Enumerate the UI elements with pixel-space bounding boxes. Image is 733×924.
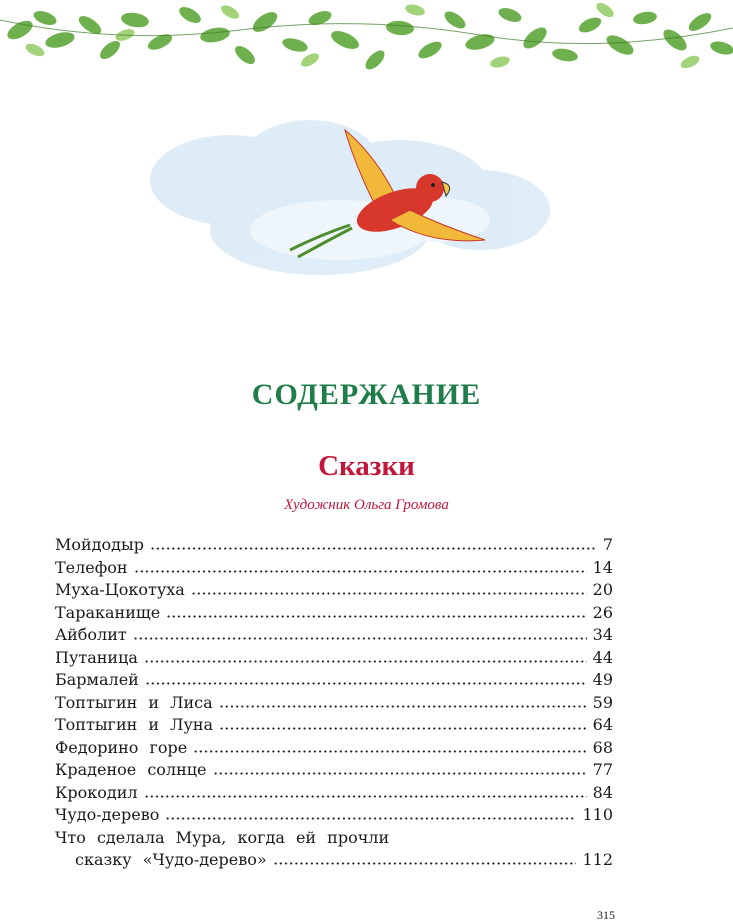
- toc-entry-page: 112: [582, 850, 613, 869]
- toc-leader-dots: [213, 772, 587, 775]
- toc-entry-page: 77: [592, 760, 613, 779]
- toc-entry-multiline-first[interactable]: [55, 827, 613, 850]
- toc-leader-dots: [150, 547, 597, 550]
- toc-entry-title: Крокодил: [55, 782, 138, 802]
- parrot-illustration: [140, 110, 560, 320]
- contents-heading: СОДЕРЖАНИЕ: [251, 378, 482, 411]
- toc-entry-title-continued: сказку «Чудо-дерево»: [75, 850, 267, 869]
- toc-entry[interactable]: [55, 669, 613, 692]
- toc-entry[interactable]: [55, 557, 613, 580]
- toc-entry[interactable]: [55, 759, 613, 782]
- toc-leader-dots: [145, 682, 587, 685]
- toc-entry-page: 84: [592, 782, 613, 802]
- toc-entry[interactable]: [55, 804, 613, 827]
- toc-entry[interactable]: [55, 714, 613, 737]
- toc-entry[interactable]: [55, 579, 613, 602]
- section-title: Сказки: [318, 450, 415, 482]
- toc-leader-dots: [191, 592, 587, 595]
- page-number: 315: [597, 908, 615, 922]
- toc-entry-multiline-second[interactable]: [55, 849, 613, 872]
- toc-entry-title: Путаница: [55, 647, 138, 667]
- toc-leader-dots: [165, 817, 576, 820]
- toc-entry-page: 64: [592, 715, 613, 734]
- toc-entry[interactable]: [55, 737, 613, 760]
- toc-entry-title: Муха-Цокотуха: [55, 580, 185, 599]
- toc-entry-title: Федорино горе: [55, 737, 188, 757]
- toc-entry-title: Топтыгин и Лиса: [55, 692, 213, 712]
- toc-entry-title: Телефон: [55, 557, 128, 577]
- toc-leader-dots: [273, 862, 577, 865]
- toc-entry-page: 14: [592, 557, 613, 577]
- toc-leader-dots: [144, 660, 587, 663]
- toc-leader-dots: [134, 570, 587, 573]
- toc-leader-dots: [219, 727, 587, 730]
- toc-leader-dots: [219, 705, 587, 708]
- toc-entry-page: 26: [592, 602, 613, 622]
- toc-entry-page: 68: [592, 737, 613, 757]
- toc-leader-dots: [193, 750, 586, 753]
- toc-entry-page: 34: [592, 625, 613, 644]
- toc-entry[interactable]: [55, 782, 613, 805]
- toc-entry[interactable]: [55, 602, 613, 625]
- toc-entry-title: Топтыгин и Луна: [55, 715, 214, 734]
- toc-entry-title: Что сделала Мура, когда ей прочли: [55, 827, 390, 847]
- illustrator-credit: Художник Ольга Громова: [284, 497, 449, 513]
- toc-entry-title: Бармалей: [55, 670, 139, 689]
- toc-entry-page: 44: [592, 647, 613, 667]
- table-of-contents: [55, 534, 613, 872]
- toc-leader-dots: [133, 637, 587, 640]
- toc-entry-title: Мойдодыр: [55, 535, 144, 554]
- toc-entry[interactable]: [55, 534, 613, 557]
- toc-entry-page: 20: [592, 580, 613, 599]
- toc-entry-title: Краденое солнце: [55, 760, 207, 779]
- toc-entry-title: Тараканище: [55, 602, 161, 622]
- toc-entry[interactable]: [55, 692, 613, 715]
- toc-entry-page: 59: [592, 692, 613, 712]
- toc-entry[interactable]: [55, 647, 613, 670]
- toc-leader-dots: [166, 615, 586, 618]
- toc-entry[interactable]: [55, 624, 613, 647]
- toc-entry-title: Чудо-дерево: [55, 805, 160, 824]
- toc-entry-page: 7: [602, 535, 613, 554]
- foliage-border: [0, 0, 733, 90]
- toc-entry-title: Айболит: [55, 625, 127, 644]
- toc-entry-page: 49: [592, 670, 613, 689]
- toc-entry-page: 110: [582, 805, 613, 824]
- toc-leader-dots: [144, 795, 587, 798]
